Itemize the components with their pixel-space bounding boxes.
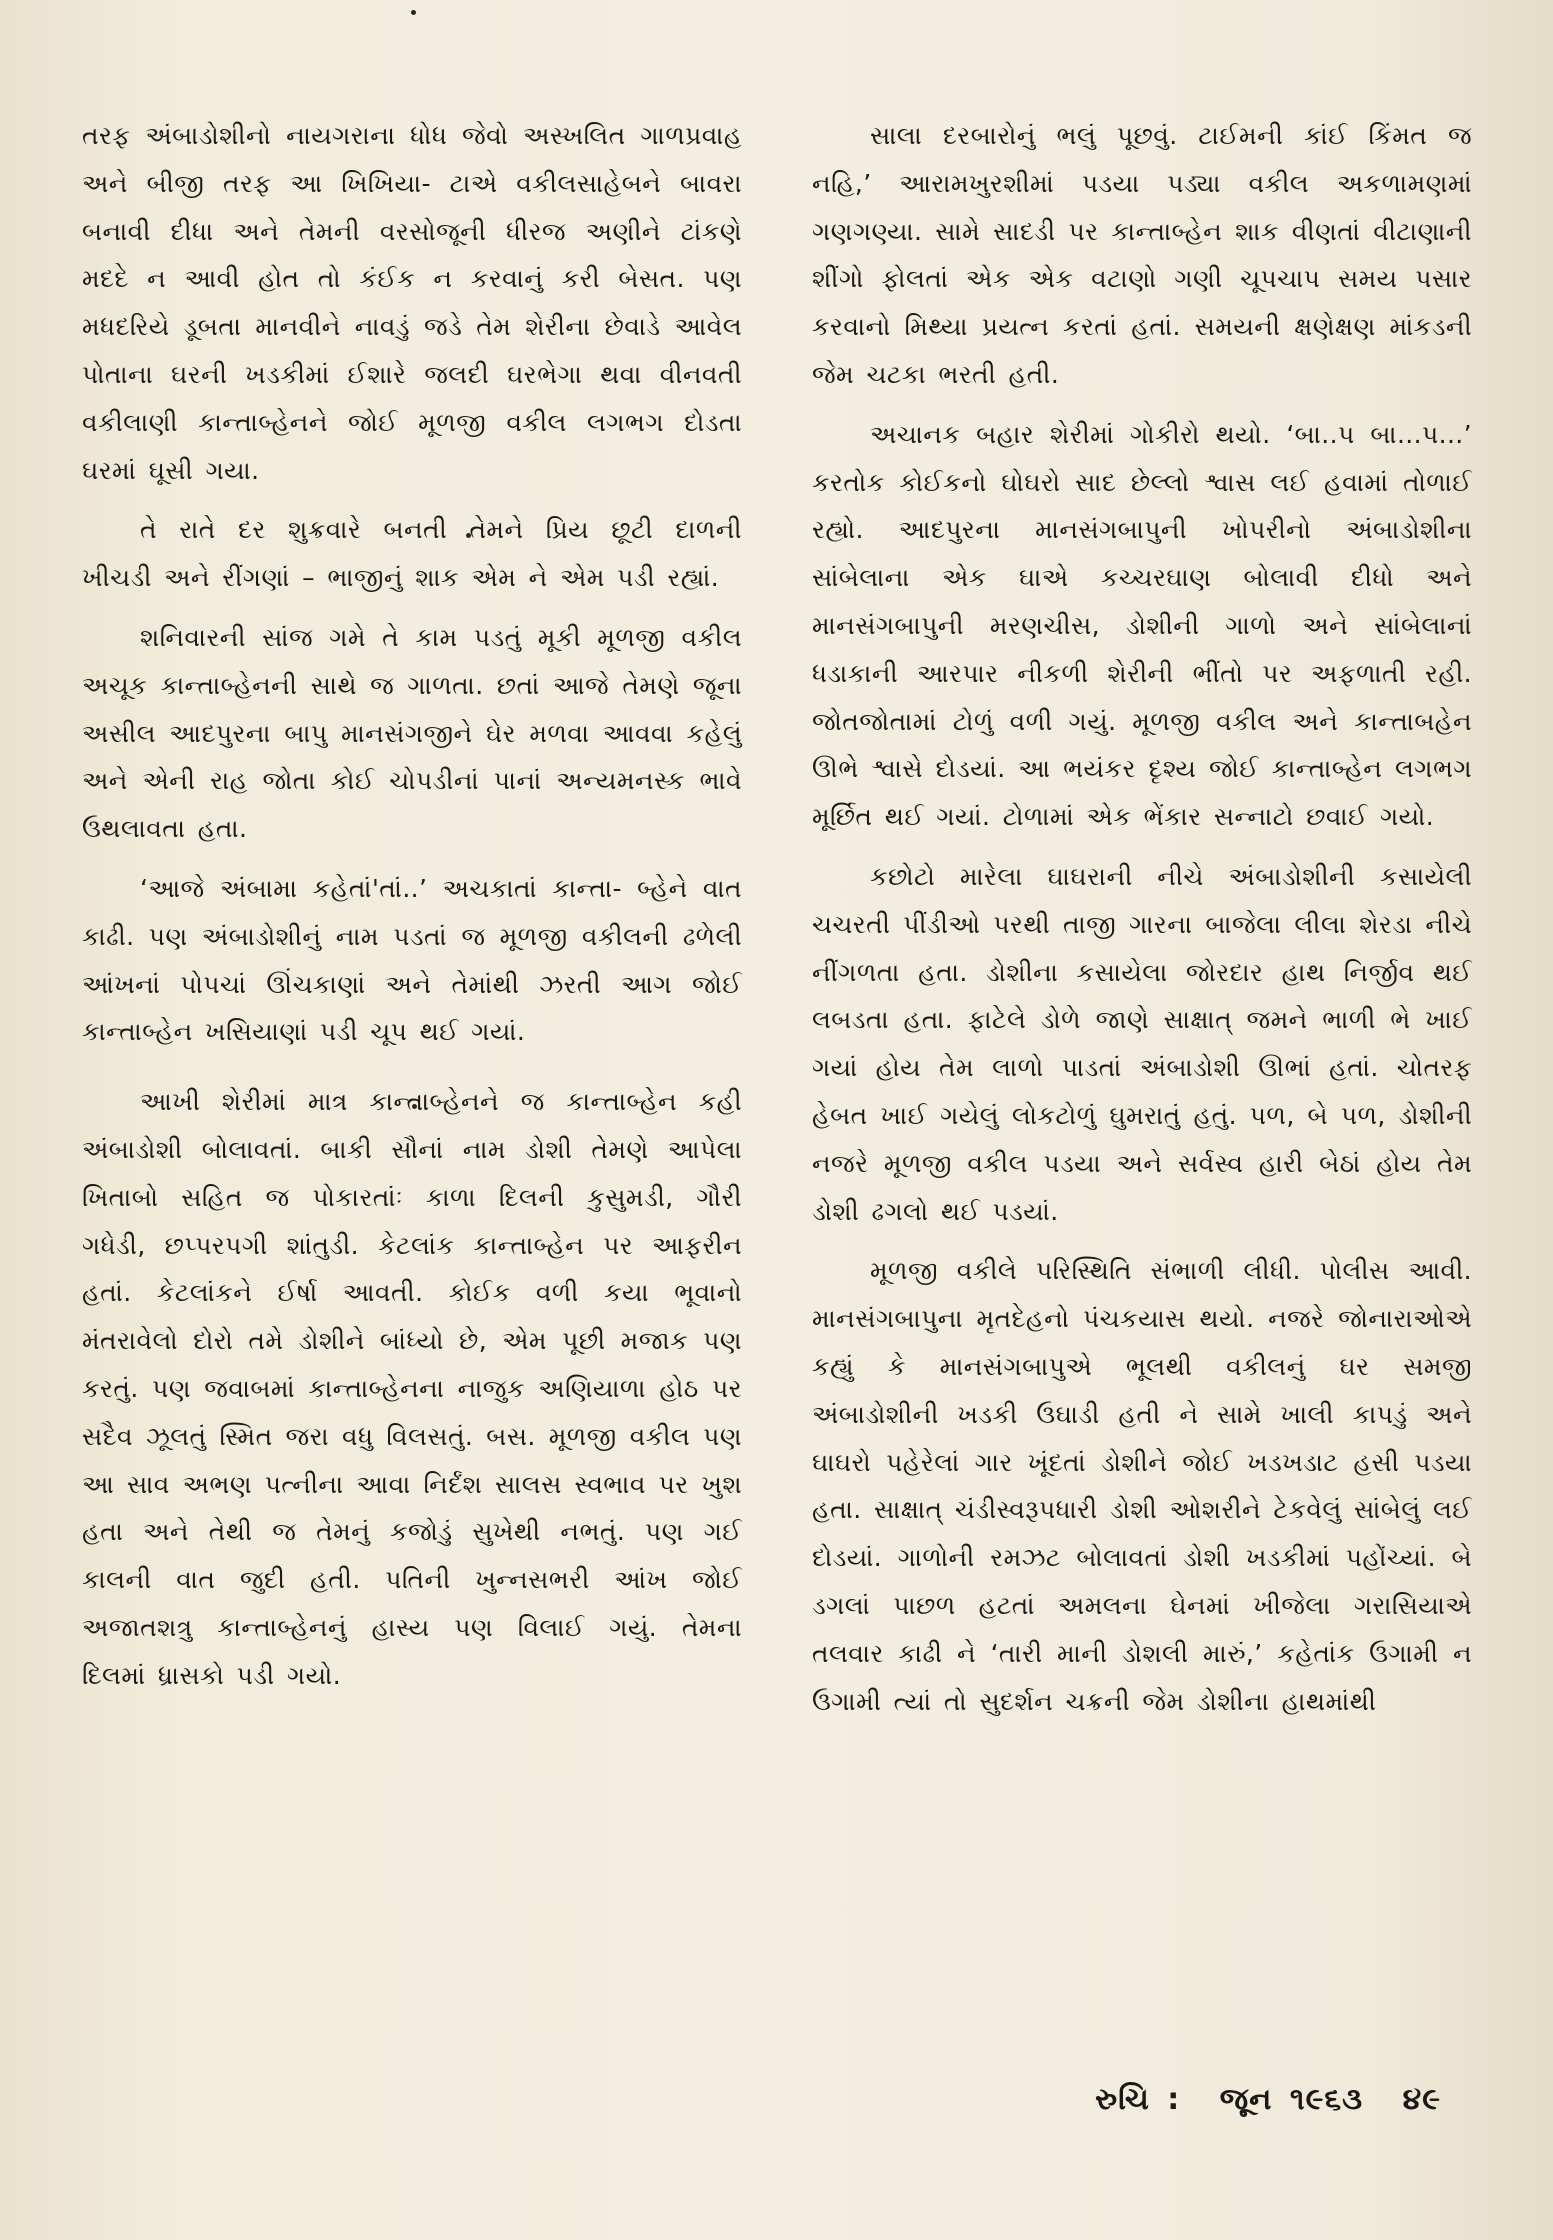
- paragraph: તે રાતે દર શુક્રવારે બનતી તેમને પ્રિય છૂટી દાળની ખીચડી અને રીંગણાં – ભાજીનું શાક એમ ને એમ પડી રહ્યાં.: [82, 515, 742, 593]
- left-text-column: [82, 112, 742, 1700]
- paragraph: શનિવારની સાંજ ગમે તે કામ પડતું મૂકી મૂળજી વકીલ અચૂક કાન્તાબ્હેનની સાથે જ ગાળતા. છતાં આજે તેમણે જૂના અસીલ આદપુરના બાપુ માનસંગજીને ઘેર મળવા આવવા કહેલું અને એની રાહ જોતા કોઈ ચોપડીનાં પાનાં અન્યમનસ્ક ભાવે ઉથલાવતા હતા.: [82, 622, 742, 844]
- paragraph: સાલા દરબારોનું ભલું પૂછવું. ટાઈમની કાંઈ કિંમત જ નહિ,’ આરામખુરશીમાં પડયા પડ્યા વકીલ અકળામણમાં ગણગણ્યા. સામે સાદડી પર કાન્તાબ્હેન શાક વીણતાં વીટાણાની શીંગો ફોલતાં એક એક વટાણો ગણી ચૂપચાપ સમય પસાર કરવાનો મિથ્યા પ્રયત્ન કરતાં હતાં. સમયની ક્ષણેક્ષણ માંકડની જેમ ચટકા ભરતી હતી.: [812, 121, 1472, 389]
- paragraph: મૂળજી વકીલે પરિસ્થિતિ સંભાળી લીધી. પોલીસ આવી. માનસંગબાપુના મૃતદેહનો પંચકયાસ થયો. નજરે જોનારાઓએ કહ્યું કે માનસંગબાપુએ ભૂલથી વકીલનું ઘર સમજી અંબાડોશીની ખડકી ઉઘાડી હતી ને સામે ખાલી કાપડું અને ઘાઘરો પહેરેલાં ગાર ખૂંદતાં ડોશીને જોઈ ખડખડાટ હસી પડયા હતા. સાક્ષાત્ ચંડીસ્વરૂપધારી ડોશી ઓશરીને ટેકવેલું સાંબેલું લઈ દોડયાં. ગાળોની રમઝટ બોલાવતાં ડોશી ખડકીમાં પહોંચ્યાં. બે ડગલાં પાછળ હટતાં અમલના ઘેનમાં ખીજેલા ગરાસિયાએ તલવાર કાઢી ને ‘તારી માની ડોશલી મારું,’ કહેતાંક ઉગામી ન ઉગામી ત્યાં તો સુદર્શન ચક્રની જેમ ડોશીના હાથમાંથી: [812, 1256, 1472, 1716]
- issue-date: જૂન ૧૯૬૩: [1219, 2082, 1364, 2117]
- page-number: ૪૯: [1402, 2082, 1441, 2117]
- paragraph: અચાનક બહાર શેરીમાં ગોકીરો થયો. ‘બા..પ બા...પ...’ કરતોક કોઈકનો ઘોઘરો સાદ છેલ્લો શ્વાસ લઈ હવામાં તોળાઈ રહ્યો. આદપુરના માનસંગબાપુની ખોપરીનો અંબાડોશીના સાંબેલાના એક ઘાએ કચ્ચરઘાણ બોલાવી દીધો અને માનસંગબાપુની મરણચીસ, ડોશીની ગાળો અને સાંબેલાનાં ધડાકાની આરપાર નીકળી શેરીની ભીંતો પર અફળાતી રહી. જોતજોતામાં ટોળું વળી ગયું. મૂળજી વકીલ અને કાન્તાબહેન ઊભે શ્વાસે દોડયાં. આ ભયંકર દૃશ્ય જોઈ કાન્તાબ્હેન લગભગ મૂર્છિત થઈ ગયાં. ટોળામાં એક ભેંકાર સન્નાટો છવાઈ ગયો.: [812, 419, 1472, 832]
- paragraph: તરફ અંબાડોશીનો નાયગરાના ધોધ જેવો અસ્ખલિત ગાળપ્રવાહ અને બીજી તરફ આ ખિખિયા- ટાએ વકીલસાહેબને બાવરા બનાવી દીધા અને તેમની વરસોજૂની ધીરજ અણીને ટાંકણે મદદે ન આવી હોત તો કંઈક ન કરવાનું કરી બેસત. પણ મધદરિયે ડૂબતા માનવીને નાવડું જડે તેમ શેરીના છેવાડે આવેલ પોતાના ઘરની ખડકીમાં ઈશારે જલદી ઘરભેગા થવા વીનવતી વકીલાણી કાન્તાબ્હેનને જોઈ મૂળજી વકીલ લગભગ દોડતા ઘરમાં ઘૂસી ગયા.: [82, 121, 742, 485]
- page-footer: [1095, 2082, 1441, 2117]
- print-mark: [411, 10, 416, 15]
- paragraph: કછોટો મારેલા ઘાઘરાની નીચે અંબાડોશીની કસાયેલી ચચરતી પીંડીઓ પરથી તાજી ગારના બાજેલા લીલા શેરડા નીચે નીંગળતા હતા. ડોશીના કસાયેલા જોરદાર હાથ નિર્જીવ થઈ લબડતા હતા. ફાટેલે ડોળે જાણે સાક્ષાત્ જમને ભાળી ભે ખાઈ ગયાં હોય તેમ લાળો પાડતાં અંબાડોશી ઊભાં હતાં. ચોતરફ હેબત ખાઈ ગયેલું લોકટોળું ઘુમરાતું હતું. પળ, બે પળ, ડોશીની નજરે મૂળજી વકીલ પડયા અને સર્વસ્વ હારી બેઠાં હોય તેમ ડોશી ઢગલો થઈ પડયાં.: [812, 861, 1472, 1226]
- right-text-column: [812, 112, 1472, 1725]
- paragraph: આખી શેરીમાં માત્ર કાન્તાબ્હેનને જ કાન્તાબ્હેન કહી અંબાડોશી બોલાવતાં. બાકી સૌનાં નામ ડોશી તેમણે આપેલા ખિતાબો સહિત જ પોકારતાંઃ કાળા દિલની કુસુમડી, ગૌરી ગધેડી, છપ્પરપગી શાંતુડી. કેટલાંક કાન્તાબ્હેન પર આફરીન હતાં. કેટલાંકને ઈર્ષા આવતી. કોઈક વળી કયા ભૂવાનો મંતરાવેલો દોરો તમે ડોશીને બાંધ્યો છે, એમ પૂછી મજાક પણ કરતું. પણ જવાબમાં કાન્તાબ્હેનના નાજુક અણિયાળા હોઠ પર સદૈવ ઝૂલતું સ્મિત જરા વધુ વિલસતું. બસ. મૂળજી વકીલ પણ આ સાવ અભણ પત્નીના આવા નિર્દંશ સાલસ સ્વભાવ પર ખુશ હતા અને તેથી જ તેમનું કજોડું સુખેથી નભતું. પણ ગઈ કાલની વાત જુદી હતી. પતિની ખુન્નસભરી આંખ જોઈ અજાતશત્રુ કાન્તાબ્હેનનું હાસ્ય પણ વિલાઈ ગયું. તેમના દિલમાં ધ્રાસકો પડી ગયો.: [82, 1087, 742, 1690]
- magazine-name: રુચિ :: [1095, 2082, 1181, 2117]
- paragraph: ‘આજે અંબામા કહેતાં'તાં..’ અચકાતાં કાન્તા- બ્હેને વાત કાઢી. પણ અંબાડોશીનું નામ પડતાં જ મૂળજી વકીલની ઢળેલી આંખનાં પોપચાં ઊંચકાણાં અને તેમાંથી ઝરતી આગ જોઈ કાન્તાબ્હેન ખસિયાણાં પડી ચૂપ થઈ ગયાં.: [82, 873, 742, 1047]
